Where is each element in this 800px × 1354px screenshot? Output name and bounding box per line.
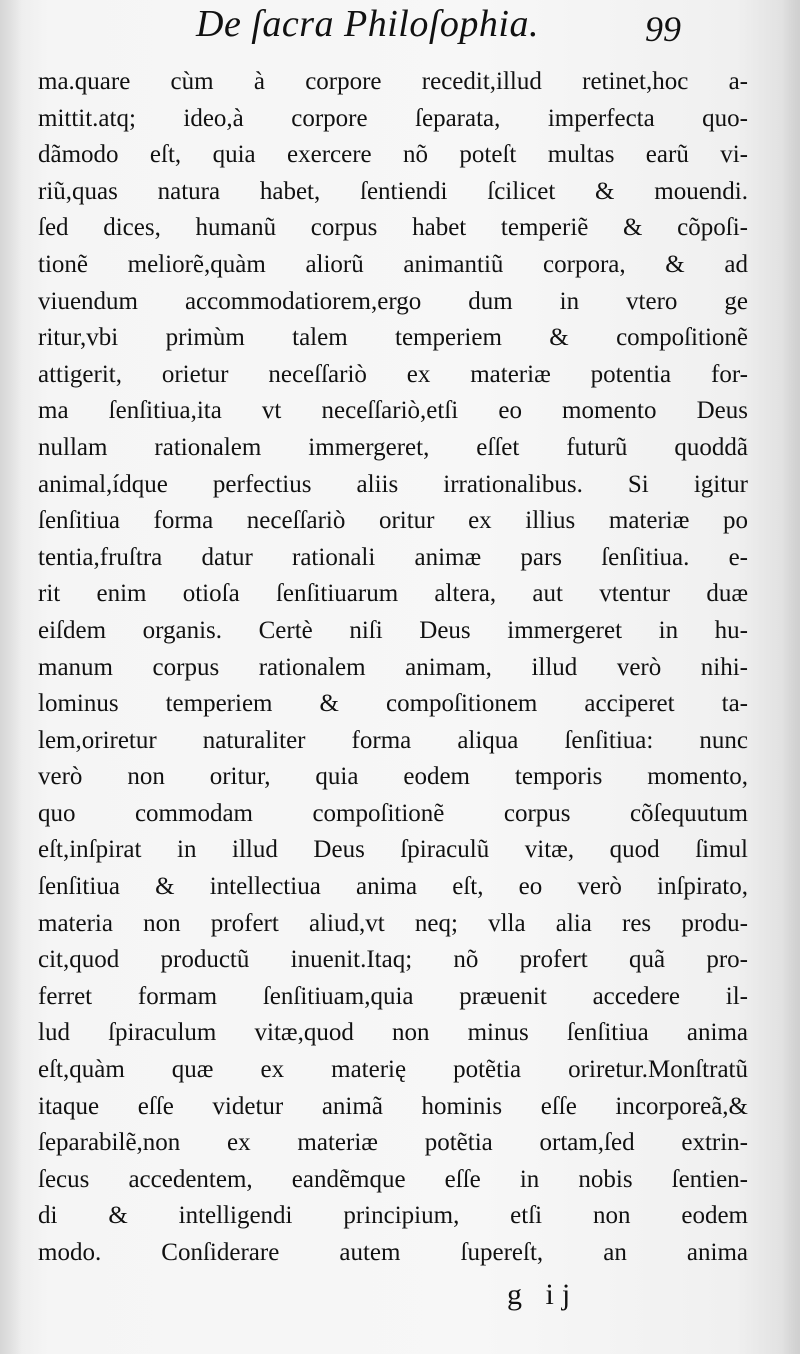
- text-line: ſed dices, humanũ corpus habet temperiẽ & cõpoſi-: [38, 214, 748, 242]
- text-line: attigerit, orietur neceſſariò ex materiæ potentia for-: [38, 360, 748, 388]
- page-left-shadow: [0, 0, 22, 1354]
- text-line: ritur,vbi primùm talem temperiem & compoſitionẽ: [38, 324, 748, 352]
- signature-mark: g ij: [507, 1278, 579, 1311]
- text-line: tionẽ meliorẽ,quàm aliorũ animantiũ corpora, & ad: [38, 250, 748, 278]
- text-line: eſt,quàm quæ ex materię potẽtia oriretur.Monſtratũ: [38, 1056, 748, 1084]
- text-line: tentia,fruſtra datur rationali animæ pars ſenſitiua. e-: [38, 543, 748, 571]
- text-line: itaque eſſe videtur animã hominis eſſe incorporeã,&: [38, 1092, 748, 1120]
- running-head: De ſacra Philoſophia.: [196, 3, 539, 45]
- text-line: dãmodo eſt, quia exercere nõ poteſt multas earũ vi-: [38, 141, 748, 169]
- text-line: cit,quod productũ inuenit.Itaq; nõ profert quã pro-: [38, 946, 748, 974]
- text-line: rit enim otioſa ſenſitiuarum altera, aut vtentur duæ: [38, 580, 748, 608]
- text-line: ſenſitiua & intellectiua anima eſt, eo verò inſpirato,: [38, 873, 748, 901]
- text-line: ma ſenſitiua,ita vt neceſſariò,etſi eo momento Deus: [38, 397, 748, 425]
- text-line: ferret formam ſenſitiuam,quia præuenit accedere il-: [38, 982, 748, 1010]
- page-right-shadow: [782, 0, 800, 1354]
- text-line: modo. Conſiderare autem ſupereſt, an anima: [38, 1239, 748, 1266]
- text-line: eſt,inſpirat in illud Deus ſpiraculũ vitæ, quod ſimul: [38, 836, 748, 864]
- text-line: riũ,quas natura habet, ſentiendi ſcilicet & mouendi.: [38, 177, 748, 205]
- text-line: ſeparabilẽ,non ex materiæ potẽtia ortam,ſed extrin-: [38, 1129, 748, 1157]
- text-line: ma.quare cùm à corpore recedit,illud retinet,hoc a-: [38, 68, 748, 95]
- text-line: lud ſpiraculum vitæ,quod non minus ſenſitiua anima: [38, 1019, 748, 1047]
- page-number: 99: [645, 9, 681, 49]
- text-line: verò non oritur, quia eodem temporis momento,: [38, 763, 748, 791]
- text-line: viuendum accommodatiorem,ergo dum in vtero ge: [38, 287, 748, 315]
- text-line: manum corpus rationalem animam, illud verò nihi-: [38, 653, 748, 681]
- text-line: eiſdem organis. Certè niſi Deus immergeret in hu-: [38, 616, 748, 644]
- text-line: ſecus accedentem, eandẽmque eſſe in nobis ſentien-: [38, 1165, 748, 1193]
- text-line: ſenſitiua forma neceſſariò oritur ex illius materiæ po: [38, 507, 748, 535]
- text-line: di & intelligendi principium, etſi non eodem: [38, 1202, 748, 1230]
- text-line: nullam rationalem immergeret, eſſet futurũ quoddã: [38, 433, 748, 461]
- text-line: materia non profert aliud,vt neq; vlla alia res produ-: [38, 909, 748, 937]
- text-line: animal,ídque perfectius aliis irrationalibus. Si igitur: [38, 470, 748, 498]
- text-line: lominus temperiem & compoſitionem acciperet ta-: [38, 690, 748, 718]
- text-line: mittit.atq; ideo,à corpore ſeparata, imperfecta quo-: [38, 104, 748, 132]
- text-line: quo commodam compoſitionẽ corpus cõſequutum: [38, 799, 748, 827]
- text-line: lem,oriretur naturaliter forma aliqua ſenſitiua: nunc: [38, 726, 748, 754]
- body-text: [38, 64, 748, 1272]
